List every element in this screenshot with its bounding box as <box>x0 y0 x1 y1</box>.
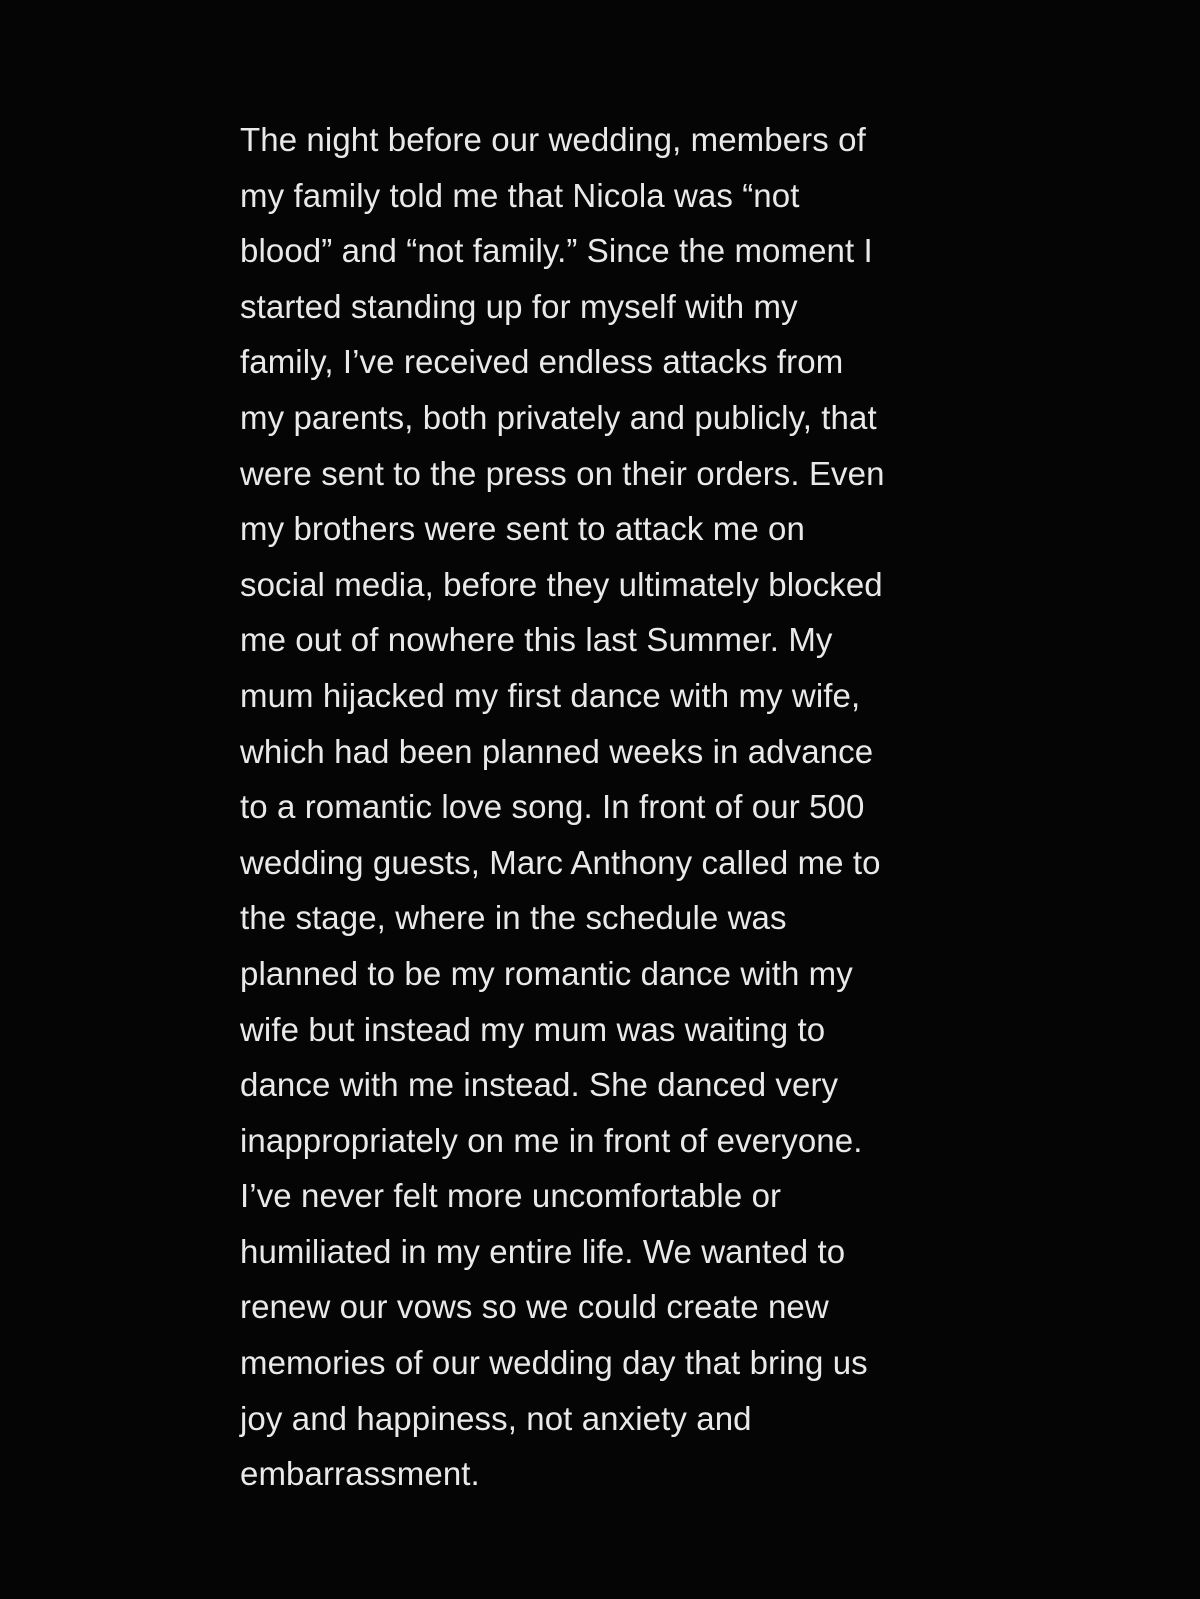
statement-line: my parents, both privately and publicly, that <box>240 398 877 436</box>
statement-line: joy and happiness, not anxiety and <box>240 1399 752 1437</box>
statement-line: social media, before they ultimately blocked <box>240 565 883 603</box>
statement-line: I’ve never felt more uncomfortable or <box>240 1177 782 1215</box>
statement-line: wedding guests, Marc Anthony called me to <box>240 843 881 881</box>
statement-line: the stage, where in the schedule was <box>240 899 787 937</box>
statement-line: which had been planned weeks in advance <box>240 732 874 770</box>
statement-line: renew our vows so we could create new <box>240 1288 829 1326</box>
statement-line: my brothers were sent to attack me on <box>240 510 805 548</box>
statement-line: wife but instead my mum was waiting to <box>240 1010 826 1048</box>
statement-line: started standing up for myself with my <box>240 287 798 325</box>
statement-line: family, I’ve received endless attacks from <box>240 343 844 381</box>
statement-line: blood” and “not family.” Since the moment I <box>240 232 873 270</box>
statement-line: to a romantic love song. In front of our 500 <box>240 788 865 826</box>
statement-line: were sent to the press on their orders. Even <box>240 454 885 492</box>
statement-line: dance with me instead. She danced very <box>240 1066 839 1104</box>
statement-line: my family told me that Nicola was “not <box>240 176 800 214</box>
statement-line: The night before our wedding, members of <box>240 121 866 158</box>
statement-line: me out of nowhere this last Summer. My <box>240 621 833 659</box>
statement-line: humiliated in my entire life. We wanted to <box>240 1232 846 1270</box>
statement-line: planned to be my romantic dance with my <box>240 954 853 992</box>
statement-line: mum hijacked my first dance with my wife, <box>240 676 861 714</box>
statement-line: inappropriately on me in front of everyone. <box>240 1121 863 1159</box>
statement-line: embarrassment. <box>240 1455 480 1493</box>
statement-text <box>240 112 980 1502</box>
statement-line: memories of our wedding day that bring us <box>240 1344 868 1382</box>
